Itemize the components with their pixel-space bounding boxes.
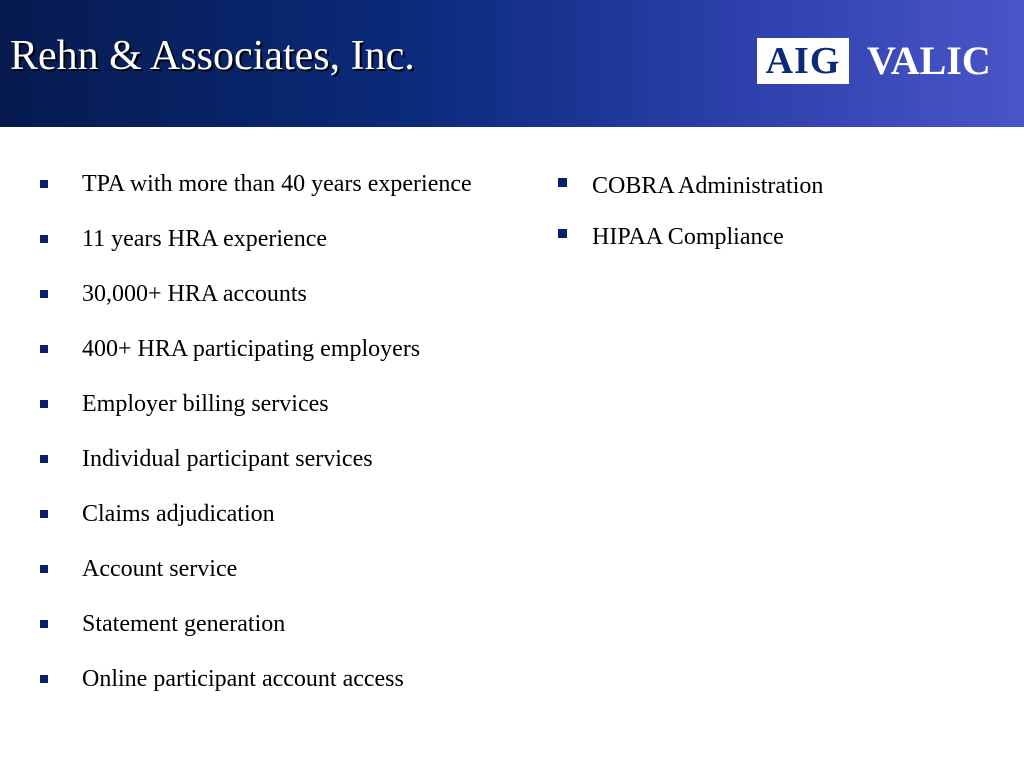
list-item: [554, 221, 994, 254]
list-item: [36, 333, 506, 366]
list-item: [36, 608, 506, 641]
left-bullet-list: [36, 168, 506, 718]
bullet-icon: [40, 565, 48, 573]
bullet-icon: [40, 620, 48, 628]
list-item: [36, 168, 506, 201]
slide-title: Rehn & Associates, Inc.: [10, 33, 415, 79]
right-bullet-list: [554, 170, 994, 272]
bullet-icon: [558, 229, 567, 238]
bullet-icon: [40, 180, 48, 188]
aig-logo: AIG: [757, 38, 849, 84]
list-item-text: TPA with more than 40 years experience: [82, 171, 472, 197]
list-item-text: COBRA Administration: [592, 173, 824, 199]
header-banner: [0, 0, 1024, 127]
list-item-text: Employer billing services: [82, 391, 329, 417]
bullet-icon: [40, 400, 48, 408]
list-item-text: HIPAA Compliance: [592, 224, 784, 250]
list-item: [36, 223, 506, 256]
list-item: [36, 553, 506, 586]
bullet-icon: [40, 235, 48, 243]
list-item-text: Online participant account access: [82, 666, 404, 692]
valic-logo: VALIC: [867, 38, 991, 83]
list-item: [36, 388, 506, 421]
list-item: [554, 170, 994, 203]
list-item-text: Account service: [82, 556, 238, 582]
list-item: [36, 278, 506, 311]
aig-valic-logo: [757, 38, 1002, 84]
bullet-icon: [40, 455, 48, 463]
bullet-icon: [40, 345, 48, 353]
bullet-icon: [40, 290, 48, 298]
list-item: [36, 663, 506, 696]
list-item-text: 11 years HRA experience: [82, 226, 328, 252]
list-item-text: 400+ HRA participating employers: [82, 336, 421, 362]
bullet-icon: [558, 178, 567, 187]
list-item-text: Claims adjudication: [82, 501, 275, 527]
list-item-text: Statement generation: [82, 611, 286, 637]
list-item: [36, 443, 506, 476]
list-item-text: 30,000+ HRA accounts: [82, 281, 307, 307]
bullet-icon: [40, 510, 48, 518]
bullet-icon: [40, 675, 48, 683]
list-item-text: Individual participant services: [82, 446, 373, 472]
list-item: [36, 498, 506, 531]
